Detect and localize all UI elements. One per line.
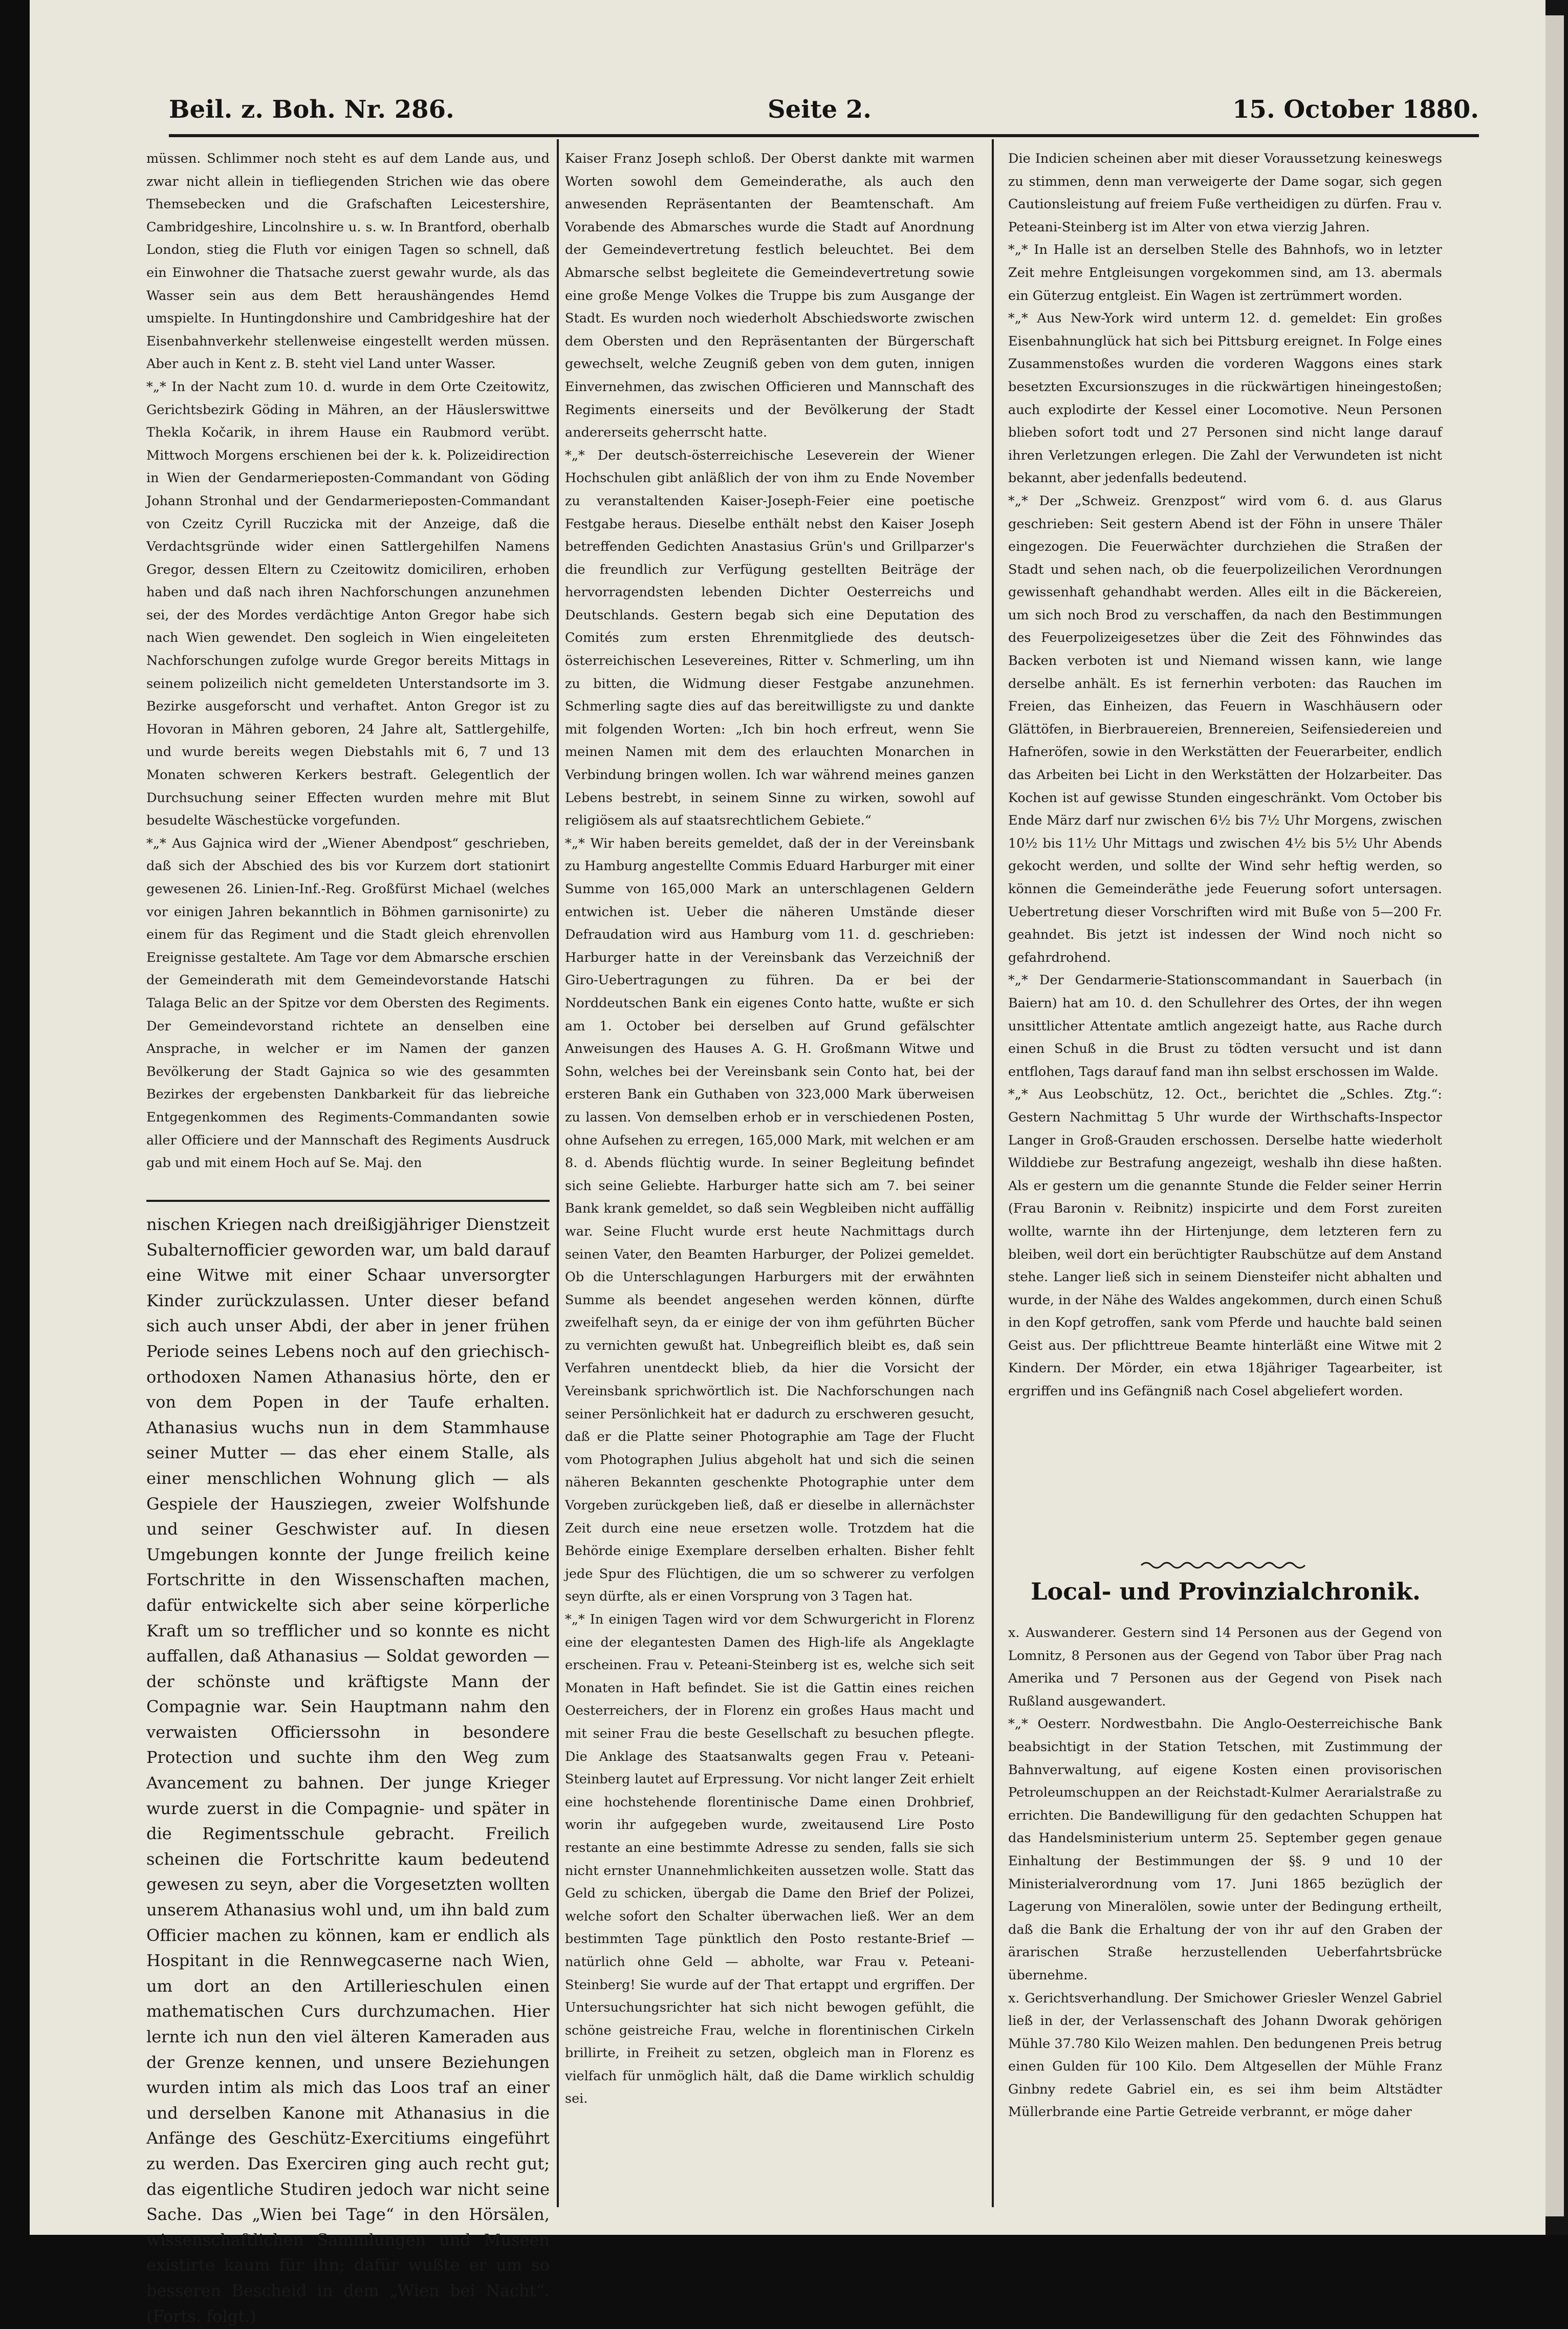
column-divider-left [557, 139, 559, 2207]
supplement-number: Beil. z. Boh. Nr. 286. [169, 95, 454, 124]
header-rule [169, 134, 1479, 137]
column-divider-right [992, 139, 994, 2207]
column-2-news [565, 147, 974, 2206]
column-2-text: Kaiser Franz Joseph schloß. Der Oberst dankte mit warmen Worten sowohl dem Gemeinderathe, als auch den anwesenden Repräsentanten der Beamtenschaft. Am Vorabende des Abmarsches wurde die Stadt auf Anordnung der Gemeindevertretung festlich beleuchtet. Bei dem Abmarsche selbst begleitete die Gemeindevertretung sowie eine große Menge Volkes die Truppe bis zum Ausgange der Stadt. Es wurden noch wiederholt Abschiedsworte zwischen dem Obersten und den Repräsentanten der Bürgerschaft gewechselt, welche Zeugniß geben von dem guten, innigen Einvernehmen, das zwischen Officieren und Mannschaft des Regiments einerseits und der Bevölkerung der Stadt andererseits geherrscht hatte. *„* Der deutsch-österreichische Leseverein der Wiener Hochschulen gibt anläßlich der von ihm zu Ende November zu veranstaltenden Kaiser-Joseph-Feier eine poetische Festgabe heraus. Dieselbe enthält nebst den Kaiser Joseph betreffenden Gedichten Anastasius Grün's und Grillparzer's die freundlich zur Verfügung gestellten Beiträge der hervorragendsten lebenden Dichter Oesterreichs und Deutschlands. Gestern begab sich eine Deputation des Comités zum ersten Ehrenmitgliede des deutsch-österreichischen Lesevereines, Ritter v. Schmerling, um ihn zu bitten, die Widmung dieser Festgabe anzunehmen. Schmerling sagte dies auf das bereitwilligste zu und dankte mit folgenden Worten: „Ich bin hoch erfreut, wenn Sie meinen Namen mit dem des erlauchten Monarchen in Verbindung bringen wollen. Ich war während meines ganzen Lebens bestrebt, in seinem Sinne zu wirken, sowohl auf religiösem als auf staatsrechtlichem Gebiete.“ *„* Wir haben bereits gemeldet, daß der in der Vereinsbank zu Hamburg angestellte Commis Eduard Harburger mit einer Summe von 165,000 Mark an unterschlagenen Geldern entwichen ist. Ueber die näheren Umstände dieser Defraudation wird aus Hamburg vom 11. d. geschrieben: Harburger hatte in der Vereinsbank das Verzeichniß der Giro-Uebertragungen zu führen. Da er bei der Norddeutschen Bank ein eigenes Conto hatte, wußte er sich am 1. October bei derselben auf Grund gefälschter Anweisungen des Hauses A. G. H. Großmann Witwe und Sohn, welches bei der Vereinsbank sein Conto hat, bei der ersteren Bank ein Guthaben von 323,000 Mark überweisen zu lassen. Von demselben erhob er in verschiedenen Posten, ohne Aufsehen zu erregen, 165,000 Mark, mit welchen er am 8. d. Abends flüchtig wurde. In seiner Begleitung befindet sich seine Geliebte. Harburger hatte sich am 7. bei seiner Bank krank gemeldet, so daß sein Wegbleiben nicht auffällig war. Seine Flucht wurde erst heute Nachmittags durch seinen Vater, den Beamten Harburger, der Polizei gemeldet. Ob die Unterschlagungen Harburgers mit der erwähnten Summe als beendet angesehen werden können, dürfte zweifelhaft seyn, da er einige der von ihm geführten Bücher zu vernichten gewußt hat. Unbegreiflich bleibt es, daß sein Verfahren unentdeckt blieb, da hier die Vorsicht der Vereinsbank sprichwörtlich ist. Die Nachforschungen nach seiner Persönlichkeit hat er dadurch zu erschweren gesucht, daß er die Platte seiner Photographie am Tage der Flucht vom Photographen Julius abgeholt hat und sich die seinen näheren Bekannten geschenkte Photographie unter dem Vorgeben zurückgeben ließ, daß er dieselbe in allernächster Zeit durch eine neue ersetzen wolle. Trotzdem hat die Behörde einige Exemplare derselben erhalten. Bisher fehlt jede Spur des Flüchtigen, die um so schwerer zu verfolgen seyn dürfte, als er einen Vorsprung von 3 Tagen hat. *„* In einigen Tagen wird vor dem Schwurgericht in Florenz eine der elegantesten Damen des High-life als Angeklagte erscheinen. Frau v. Peteani-Steinberg ist es, welche sich seit Monaten in Haft befindet. Sie ist die Gattin eines reichen Oesterreichers, der in Florenz ein großes Haus macht und mit seiner Frau die beste Gesellschaft zu besuchen pflegte. Die Anklage des Staatsanwalts gegen Frau v. Peteani-Steinberg lautet auf Erpressung. Vor nicht langer Zeit erhielt eine hochstehende florentinische Dame einen Drohbrief, worin ihr aufgegeben wurde, zweitausend Lire Posto restante an eine bestimmte Adresse zu senden, falls sie sich nicht ernster Unannehmlichkeiten aussetzen wolle. Statt das Geld zu schicken, übergab die Dame den Brief der Polizei, welche sofort den Schalter überwachen ließ. Wer an dem bestimmten Tage pünktlich den Posto restante-Brief — natürlich ohne Geld — abholte, war Frau v. Peteani-Steinberg! Sie wurde auf der That ertappt und ergriffen. Der Untersuchungsrichter hat sich nicht bewogen gefühlt, die schöne geistreiche Frau, welche in florentinischen Cirkeln brillirte, in Freiheit zu setzen, obgleich man in Florenz es vielfach für unmöglich hält, daß die Dame wirklich schuldig sei. [565, 151, 974, 2107]
feuilleton-column [146, 1212, 550, 2326]
page-header [169, 95, 1479, 132]
ornament-divider [1141, 1560, 1310, 1570]
column-3-news [1008, 147, 1442, 1555]
feuilleton-text: nischen Kriegen nach dreißigjähriger Dienstzeit Subalternofficier geworden war, um bald darauf eine Witwe mit einer Schaar unversorgter Kinder zurückzulassen. Unter dieser befand sich auch unser Abdi, der aber in jener frühen Periode seines Lebens noch auf den griechisch-orthodoxen Namen Athanasius hörte, den er von dem Popen in der Taufe erhalten. Athanasius wuchs nun in dem Stammhause seiner Mutter — das eher einem Stalle, als einer menschlichen Wohnung glich — als Gespiele der Hausziegen, zweier Wolfshunde und seiner Geschwister auf. In diesen Umgebungen konnte der Junge freilich keine Fortschritte in den Wissenschaften machen, dafür entwickelte sich aber seine körperliche Kraft um so trefflicher und so konnte es nicht auffallen, daß Athanasius — Soldat geworden — der schönste und kräftigste Mann der Compagnie war. Sein Hauptmann nahm den verwaisten Officierssohn in besondere Protection und suchte ihm den Weg zum Avancement zu bahnen. Der junge Krieger wurde zuerst in die Compagnie- und später in die Regimentsschule gebracht. Freilich scheinen die Fortschritte kaum bedeutend gewesen zu seyn, aber die Vorgesetzten wollten unserem Athanasius wohl und, um ihn bald zum Officier machen zu können, kam er endlich als Hospitant in die Rennwegcaserne nach Wien, um dort an den Artillerieschulen einen mathematischen Curs durchzumachen. Hier lernte ich nun den viel älteren Kameraden aus der Grenze kennen, und unsere Beziehungen wurden intim als mich das Loos traf an einer und derselben Kanone mit Athanasius in die Anfänge des Geschütz-Exercitiums eingeführt zu werden. Das Exerciren ging auch recht gut; das eigentliche Studiren jedoch war nicht seine Sache. Das „Wien bei Tage“ in den Hörsälen, wissenschaftlichen Sammlungen und Museen existirte kaum für ihn; dafür wußte er um so besseren Bescheid in dem „Wien bei Nacht“. (Forts. folgt.) [146, 1215, 550, 2326]
section-heading: Local- und Provinzialchronik. [1031, 1578, 1421, 1605]
column-1-text: müssen. Schlimmer noch steht es auf dem Lande aus, und zwar nicht allein in tiefliegenden Strichen wie das obere Themsebecken und die Grafschaften Leicestershire, Cambridgeshire, Lincolnshire u. s. w. In Brantford, oberhalb London, stieg die Fluth vor einigen Tagen so schnell, daß ein Einwohner die Thatsache zuerst gewahr wurde, als das Wasser sein aus dem Bett heraushängendes Hemd umspielte. In Huntingdonshire und Cambridgeshire hat der Eisenbahnverkehr stellenweise eingestellt werden müssen. Aber auch in Kent z. B. steht viel Land unter Wasser. *„* In der Nacht zum 10. d. wurde in dem Orte Czeitowitz, Gerichtsbezirk Göding in Mähren, an der Häuslerswittwe Thekla Kočarik, in ihrem Hause ein Raubmord verübt. Mittwoch Morgens erschienen bei der k. k. Polizeidirection in Wien der Gendarmerieposten-Commandant von Göding Johann Stronhal und der Gendarmerieposten-Commandant von Czeitz Cyrill Ruczicka mit der Anzeige, daß die Verdachtsgründe wider einen Sattlergehilfen Namens Gregor, dessen Eltern zu Czeitowitz domiciliren, erhoben haben und daß nach ihren Nachforschungen anzunehmen sei, der des Mordes verdächtige Anton Gregor habe sich nach Wien gewendet. Den sogleich in Wien eingeleiteten Nachforschungen zufolge wurde Gregor bereits Mittags in seinem polizeilich nicht gemeldeten Unterstandsorte im 3. Bezirke ausgeforscht und verhaftet. Anton Gregor ist zu Hovoran in Mähren geboren, 24 Jahre alt, Sattlergehilfe, und wurde bereits wegen Diebstahls mit 6, 7 und 13 Monaten schweren Kerkers bestraft. Gelegentlich der Durchsuchung seiner Effecten wurden mehre mit Blut besudelte Wäschestücke vorgefunden. *„* Aus Gajnica wird der „Wiener Abendpost“ geschrieben, daß sich der Abschied des bis vor Kurzem dort stationirt gewesenen 26. Linien-Inf.-Reg. Großfürst Michael (welches vor einigen Jahren bekanntlich in Böhmen garnisonirte) zu einem für das Regiment und die Stadt gleich ehrenvollen Ereignisse gestaltete. Am Tage vor dem Abmarsche erschien der Gemeinderath mit dem Gemeindevorstande Hatschi Talaga Belic an der Spitze vor dem Obersten des Regiments. Der Gemeindevorstand richtete an denselben eine Ansprache, in welcher er im Namen der ganzen Bevölkerung der Stadt Gajnica so wie des gesammten Bezirkes der ergebensten Dankbarkeit für das liebreiche Entgegenkommen des Regiments-Commandanten sowie aller Officiere und der Mannschaft des Regiments Ausdruck gab und mit einem Hoch auf Se. Maj. den [146, 151, 550, 1171]
local-chronicle-text: x. Auswanderer. Gestern sind 14 Personen aus der Gegend von Lomnitz, 8 Personen aus der Gegend von Tabor über Prag nach Amerika und 7 Personen aus der Gegend von Pisek nach Rußland ausgewandert. *„* Oesterr. Nordwestbahn. Die Anglo-Oesterreichische Bank beabsichtigt in der Station Tetschen, mit Zustimmung der Bahnverwaltung, auf eigene Kosten einen provisorischen Petroleumschuppen an der Reichstadt-Kulmer Aerarialstraße zu errichten. Die Bandewilligung für den gedachten Schuppen hat das Handelsministerium unterm 25. September gegen genaue Einhaltung der Bestimmungen der §§. 9 und 10 der Ministerialverordnung vom 17. Juni 1865 bezüglich der Lagerung von Mineralölen, sowie unter der Bedingung ertheilt, daß die Bank die Erhaltung der von ihr auf den Graben der ärarischen Straße herzustellenden Ueberfahrtsbrücke übernehme. x. Gerichtsverhandlung. Der Smichower Griesler Wenzel Gabriel ließ in der, der Verlassenschaft des Johann Dworak gehörigen Mühle 37.780 Kilo Weizen mahlen. Den bedungenen Preis betrug einen Gulden für 100 Kilo. Dem Altgesellen der Mühle Franz Ginbny redete Gabriel ein, es sei ihm beim Altstädter Müllerbrande eine Partie Getreide verbrannt, er möge daher [1008, 1625, 1442, 2120]
column-1-news [146, 147, 550, 1194]
page-number: Seite 2. [768, 95, 872, 124]
issue-date: 15. October 1880. [1232, 95, 1479, 124]
local-chronicle-column [1008, 1622, 1442, 2205]
feuilleton-rule [146, 1200, 550, 1202]
column-3-text: Die Indicien scheinen aber mit dieser Voraussetzung keineswegs zu stimmen, denn man verweigerte der Dame sogar, sich gegen Cautionsleistung auf freiem Fuße vertheidigen zu dürfen. Frau v. Peteani-Steinberg ist im Alter von etwa vierzig Jahren. *„* In Halle ist an derselben Stelle des Bahnhofs, wo in letzter Zeit mehre Entgleisungen vorgekommen sind, am 13. abermals ein Güterzug entgleist. Ein Wagen ist zertrümmert worden. *„* Aus New-York wird unterm 12. d. gemeldet: Ein großes Eisenbahnunglück hat sich bei Pittsburg ereignet. In Folge eines Zusammenstoßes wurden die vorderen Waggons eines stark besetzten Excursionszuges in die rückwärtigen hineingestoßen; auch explodirte der Kessel einer Locomotive. Neun Personen blieben sofort todt und 27 Personen sind nicht lange darauf ihren Verletzungen erlegen. Die Zahl der Verwundeten ist nicht bekannt, aber jedenfalls bedeutend. *„* Der „Schweiz. Grenzpost“ wird vom 6. d. aus Glarus geschrieben: Seit gestern Abend ist der Föhn in unsere Thäler eingezogen. Die Feuerwächter durchziehen die Straßen der Stadt und sehen nach, ob die feuerpolizeilichen Verordnungen gewissenhaft gehandhabt werden. Alles eilt in die Bäckereien, um sich noch Brod zu verschaffen, da nach den Bestimmungen des Feuerpolizeigesetzes über die Zeit des Föhnwindes das Backen verboten ist und Niemand wissen kann, wie lange derselbe anhält. Es ist fernerhin verboten: das Rauchen im Freien, das Einheizen, das Feuern in Waschhäusern oder Glättöfen, in Bierbrauereien, Brennereien, Seifensiedereien und Hafneröfen, sowie in den Werkstätten der Feuerarbeiter, endlich das Arbeiten bei Licht in den Werkstätten der Holzarbeiter. Das Kochen ist auf gewisse Stunden eingeschränkt. Vom October bis Ende März darf nur zwischen 6½ bis 7½ Uhr Morgens, zwischen 10½ bis 11½ Uhr Mittags und zwischen 4½ bis 5½ Uhr Abends gekocht werden, und sollte der Wind sehr heftig werden, so können die Gemeinderäthe jede Feuerung sofort untersagen. Uebertretung dieser Vorschriften wird mit Buße von 5—200 Fr. geahndet. Bis jetzt ist indessen der Wind noch nicht so gefahrdrohend. *„* Der Gendarmerie-Stationscommandant in Sauerbach (in Baiern) hat am 10. d. den Schullehrer des Ortes, der ihn wegen unsittlicher Attentate amtlich angezeigt hatte, aus Rache durch einen Schuß in die Brust zu tödten versucht und ist dann entflohen, Tags darauf fand man ihn selbst erschossen im Walde. *„* Aus Leobschütz, 12. Oct., berichtet die „Schles. Ztg.“: Gestern Nachmittag 5 Uhr wurde der Wirthschafts-Inspector Langer in Groß-Grauden erschossen. Derselbe hatte wiederholt Wilddiebe zur Bestrafung angezeigt, weshalb ihn diese haßten. Als er gestern um die genannte Stunde die Felder seiner Herrin (Frau Baronin v. Reibnitz) inspicirte und dem Forst zureiten wollte, warnte ihn der Hirtenjunge, dem letzteren fern zu bleiben, weil dort ein berüchtigter Raubschütze auf dem Anstand stehe. Langer ließ sich in seinem Diensteifer nicht abhalten und wurde, in der Nähe des Waldes angekommen, durch einen Schuß in den Kopf getroffen, sank vom Pferde und hauchte bald seinen Geist aus. Der pflichttreue Beamte hinterläßt eine Witwe mit 2 Kindern. Der Mörder, ein etwa 18jähriger Tagearbeiter, ist ergriffen und ins Gefängniß nach Cosel abgeliefert worden. [1008, 151, 1443, 1399]
